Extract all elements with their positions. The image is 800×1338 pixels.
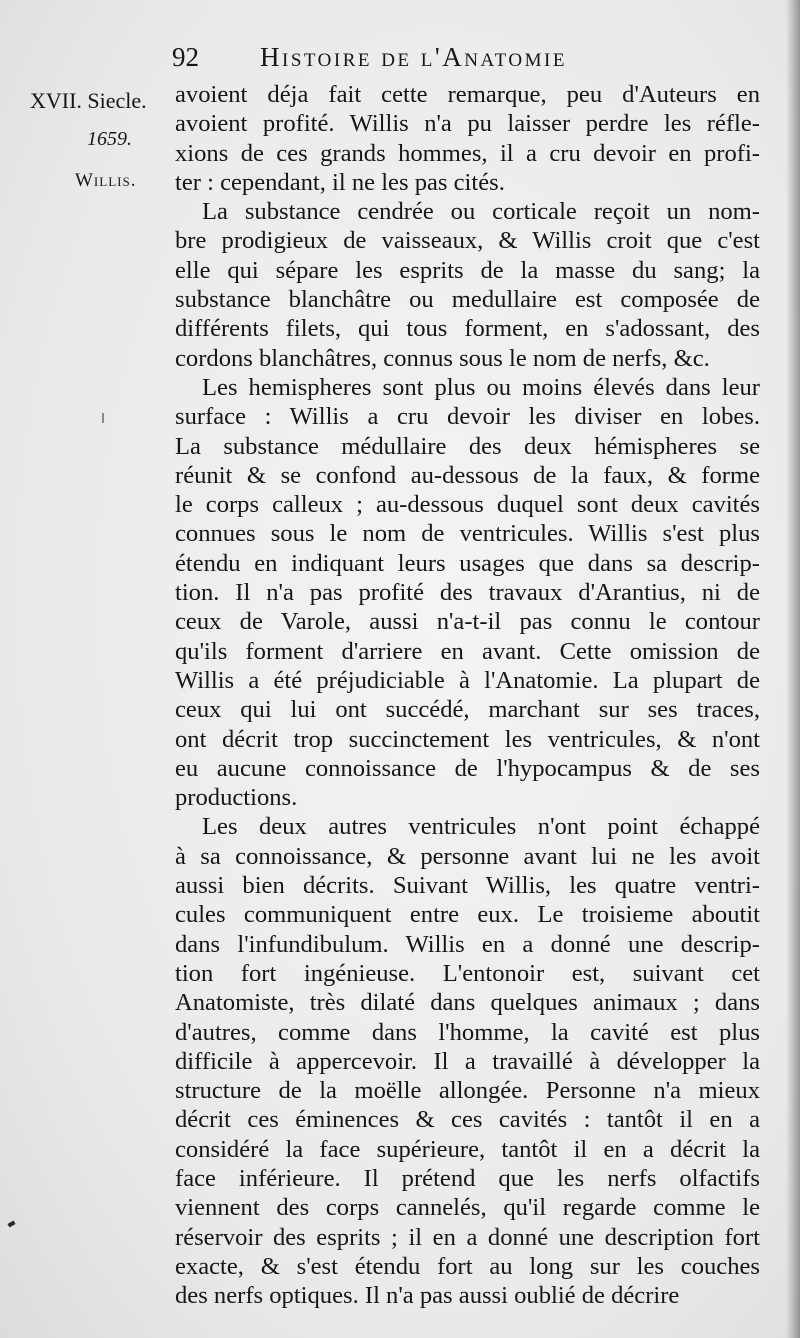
page-number: 92 — [172, 42, 199, 72]
text-line: cordons blanchâtres, connus sous le nom de nerfs, &c. — [175, 344, 710, 372]
text-line: d'autres, comme dans l'homme, la cavité est plus — [175, 1018, 760, 1046]
text-line: ceux de Varole, aussi n'a-t-il pas connu le contour — [175, 608, 760, 636]
text-line: Les deux autres ventricules n'ont point échappé — [202, 813, 760, 841]
margin-note-century: XVII. Siecle. — [30, 88, 147, 113]
margin-note-year: 1659. — [87, 128, 132, 150]
text-line: La substance médullaire des deux hémispheres se — [175, 432, 760, 460]
text-line: productions. — [175, 784, 298, 812]
text-line: viennent des corps cannelés, qu'il regarde comme le — [175, 1194, 760, 1222]
text-line: avoient profité. Willis n'a pu laisser perdre les réfle- — [175, 110, 760, 138]
text-line: décrit ces éminences & ces cavités : tantôt il en a — [175, 1106, 760, 1134]
text-line: Anatomiste, très dilaté dans quelques animaux ; dans — [175, 989, 760, 1017]
text-line: tion fort ingénieuse. L'entonoir est, suivant cet — [175, 959, 760, 987]
text-line: considéré la face supérieure, tantôt il en a décrit la — [175, 1135, 760, 1163]
text-line: connues sous le nom de ventricules. Willis s'est plus — [175, 520, 760, 548]
text-line: ont décrit trop succinctement les ventricules, & n'ont — [175, 725, 760, 753]
text-line: avoient déja fait cette remarque, peu d'Auteurs en — [175, 81, 760, 108]
body-text — [175, 80, 760, 1310]
text-line: La substance cendrée ou corticale reçoit un nom- — [202, 198, 760, 226]
page-edge-shadow — [786, 0, 800, 1338]
ink-speck — [7, 1221, 15, 1228]
text-line: dans l'infundibulum. Willis en a donné une descrip- — [175, 930, 760, 958]
text-line: eu aucune connoissance de l'hypocampus & de ses — [175, 754, 760, 782]
text-line: Willis a été préjudiciable à l'Anatomie. La plupart de — [175, 666, 760, 694]
text-line: des nerfs optiques. Il n'a pas aussi oublié de décrire — [175, 1282, 680, 1310]
text-line: difficile à appercevoir. Il a travaillé à développer la — [175, 1047, 760, 1075]
text-line: ter : cependant, il ne les pas cités. — [175, 168, 505, 196]
margin-note-author: Willis. — [75, 170, 137, 191]
text-line: réservoir des esprits ; il en a donné une description fort — [175, 1223, 760, 1251]
text-line: structure de la moëlle allongée. Personne n'a mieux — [175, 1077, 760, 1105]
running-title: Histoire de l'Anatomie — [260, 42, 567, 72]
text-line: xions de ces grands hommes, il a cru devoir en profi- — [175, 139, 760, 167]
text-line: à sa connoissance, & personne avant lui ne les avoit — [175, 842, 760, 870]
text-line: elle qui sépare les esprits de la masse du sang; la — [175, 256, 760, 284]
text-line: cules communiquent entre eux. Le troisieme aboutit — [175, 901, 760, 929]
text-line: le corps calleux ; au-dessous duquel sont deux cavités — [175, 491, 760, 519]
text-line: exacte, & s'est étendu fort au long sur les couches — [175, 1252, 760, 1280]
text-line: surface : Willis a cru devoir les diviser en lobes. — [175, 403, 760, 431]
running-header — [172, 36, 772, 76]
text-line: qu'ils forment d'arriere en avant. Cette omission de — [175, 637, 760, 665]
text-line: réunit & se confond au-dessous de la faux, & forme — [175, 461, 760, 489]
text-line: substance blanchâtre ou medullaire est composée de — [175, 286, 760, 314]
text-line: face inférieure. Il prétend que les nerfs olfactifs — [175, 1164, 760, 1192]
text-line: tion. Il n'a pas profité des travaux d'Arantius, ni de — [175, 579, 760, 607]
text-line: ceux qui lui ont succédé, marchant sur ses traces, — [175, 696, 760, 724]
text-line: aussi bien décrits. Suivant Willis, les quatre ventri- — [175, 872, 760, 900]
text-line: étendu en indiquant leurs usages que dans sa descrip- — [175, 549, 760, 577]
ink-speck — [102, 413, 104, 423]
text-line: différents filets, qui tous forment, en s'adossant, des — [175, 315, 760, 343]
text-line: bre prodigieux de vaisseaux, & Willis croit que c'est — [175, 227, 760, 255]
text-line: Les hemispheres sont plus ou moins élevés dans leur — [202, 373, 760, 401]
